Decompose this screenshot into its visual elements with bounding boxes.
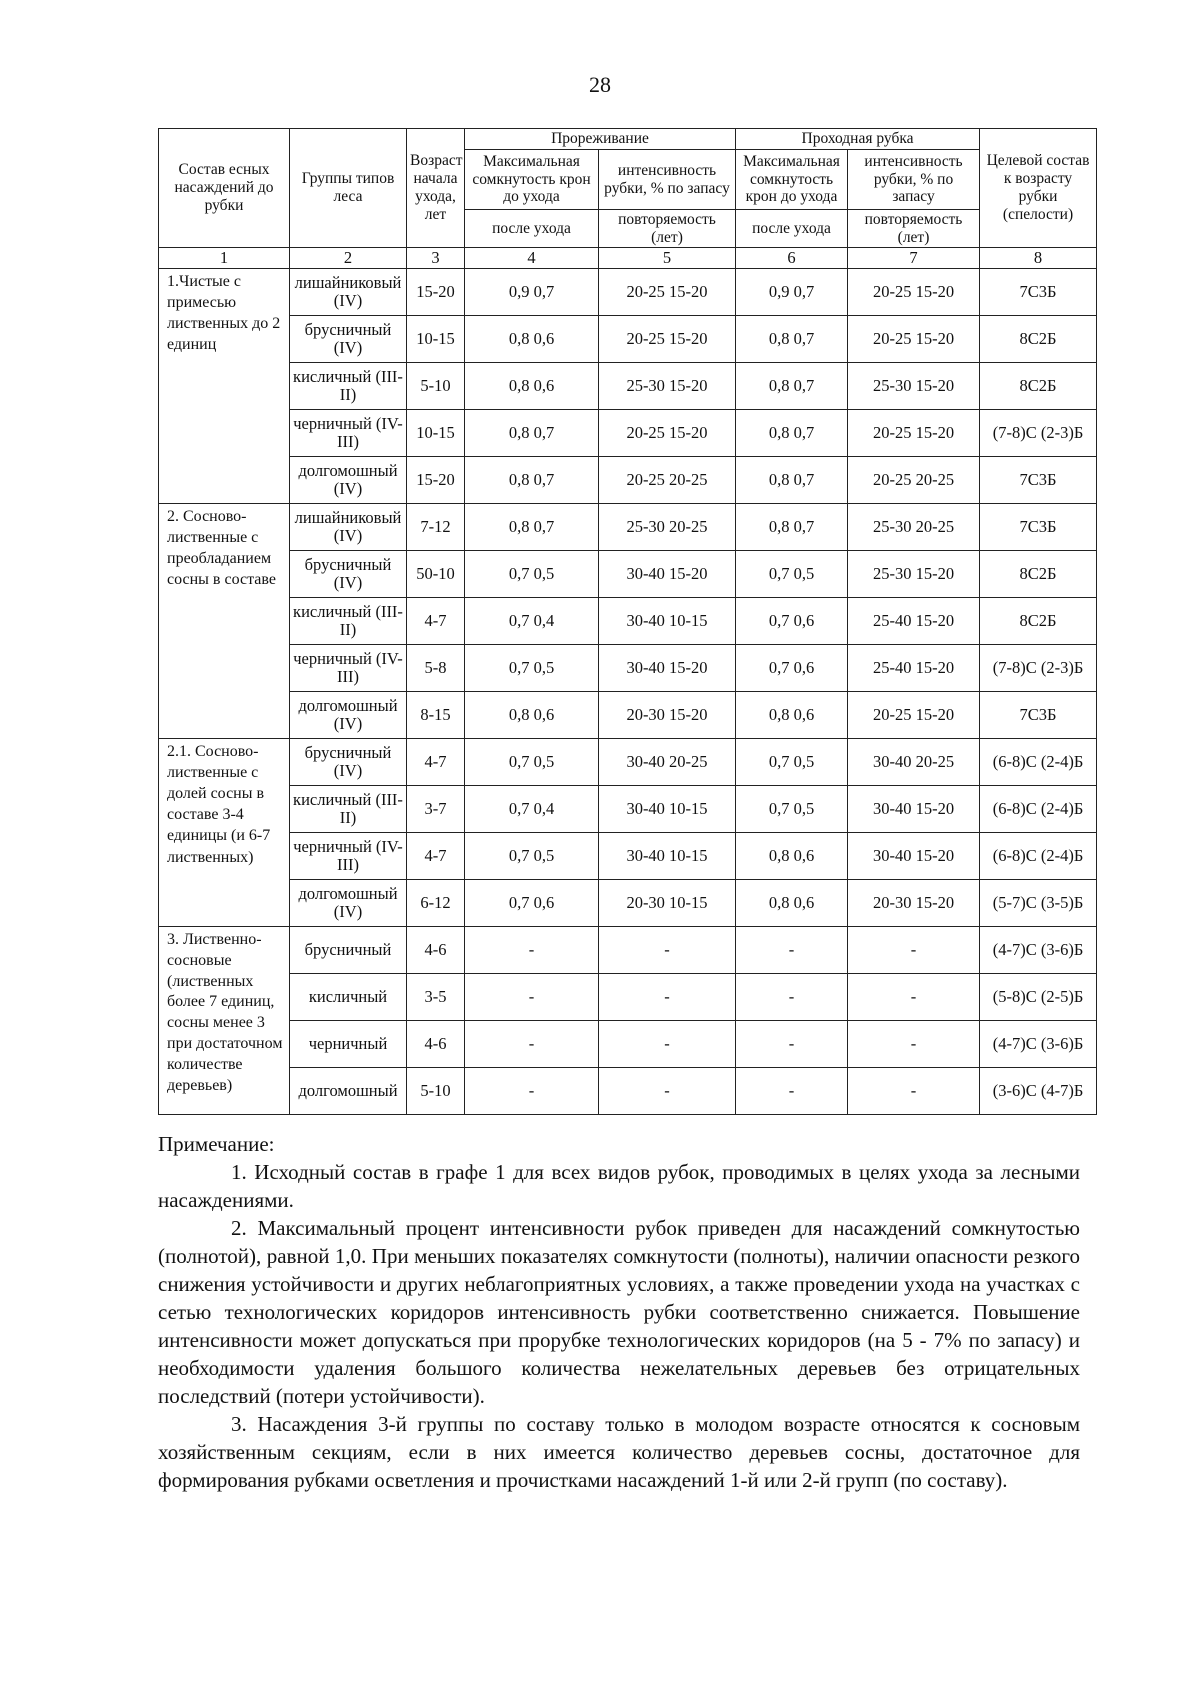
header-after-care-2: после ухода (736, 210, 848, 248)
header-intensity: интенсивность рубки, % по запасу (599, 150, 736, 210)
passage-intensity-cell: 20-25 20-25 (848, 457, 980, 504)
passage-intensity-cell: - (848, 1068, 980, 1115)
start-age-cell: 50-10 (407, 551, 465, 598)
thinning-closure-cell: 0,7 0,5 (465, 551, 599, 598)
passage-closure-cell: - (736, 974, 848, 1021)
table-row (159, 504, 1097, 551)
forest-type-cell: черничный (IV-III) (290, 410, 407, 457)
passage-closure-cell: 0,7 0,5 (736, 739, 848, 786)
thinning-intensity-cell: - (599, 1068, 736, 1115)
target-composition-cell: (6-8)С (2-4)Б (980, 739, 1097, 786)
thinning-table (158, 128, 1097, 1115)
passage-closure-cell: 0,7 0,5 (736, 551, 848, 598)
thinning-intensity-cell: 20-25 15-20 (599, 410, 736, 457)
passage-intensity-cell: - (848, 974, 980, 1021)
header-max-closure-2: Максимальная сомкнутость крон до ухода (736, 150, 848, 210)
forest-type-cell: брусничный (290, 927, 407, 974)
thinning-intensity-cell: 30-40 10-15 (599, 598, 736, 645)
forest-type-cell: черничный (290, 1021, 407, 1068)
thinning-closure-cell: - (465, 1021, 599, 1068)
passage-intensity-cell: 20-25 15-20 (848, 692, 980, 739)
table-row (159, 457, 1097, 504)
target-composition-cell: 7С3Б (980, 504, 1097, 551)
table-row (159, 739, 1097, 786)
thinning-closure-cell: 0,7 0,5 (465, 645, 599, 692)
passage-intensity-cell: 25-30 15-20 (848, 363, 980, 410)
thinning-closure-cell: 0,8 0,7 (465, 504, 599, 551)
page-number: 28 (589, 72, 611, 97)
column-number: 6 (736, 248, 848, 269)
thinning-closure-cell: 0,8 0,6 (465, 363, 599, 410)
forest-type-cell: брусничный (IV) (290, 739, 407, 786)
start-age-cell: 4-7 (407, 833, 465, 880)
thinning-closure-cell: 0,8 0,7 (465, 410, 599, 457)
passage-closure-cell: 0,8 0,7 (736, 504, 848, 551)
start-age-cell: 15-20 (407, 269, 465, 316)
target-composition-cell: 7С3Б (980, 457, 1097, 504)
column-number-row (159, 248, 1097, 269)
column-number: 4 (465, 248, 599, 269)
target-composition-cell: (3-6)С (4-7)Б (980, 1068, 1097, 1115)
passage-intensity-cell: 25-30 15-20 (848, 551, 980, 598)
target-composition-cell: (6-8)С (2-4)Б (980, 833, 1097, 880)
thinning-intensity-cell: 30-40 20-25 (599, 739, 736, 786)
thinning-intensity-cell: 20-30 10-15 (599, 880, 736, 927)
start-age-cell: 10-15 (407, 316, 465, 363)
thinning-intensity-cell: 30-40 10-15 (599, 833, 736, 880)
thinning-closure-cell: - (465, 927, 599, 974)
start-age-cell: 5-10 (407, 1068, 465, 1115)
thinning-closure-cell: 0,8 0,7 (465, 457, 599, 504)
forest-type-cell: кисличный (III-II) (290, 786, 407, 833)
forest-type-cell: долгомошный (290, 1068, 407, 1115)
thinning-intensity-cell: 20-25 20-25 (599, 457, 736, 504)
target-composition-cell: (4-7)С (3-6)Б (980, 927, 1097, 974)
table-row (159, 786, 1097, 833)
thinning-closure-cell: 0,8 0,6 (465, 692, 599, 739)
forest-type-cell: лишайниковый (IV) (290, 269, 407, 316)
table-row (159, 316, 1097, 363)
passage-intensity-cell: 20-25 15-20 (848, 269, 980, 316)
target-composition-cell: (4-7)С (3-6)Б (980, 1021, 1097, 1068)
table-row (159, 974, 1097, 1021)
column-number: 8 (980, 248, 1097, 269)
start-age-cell: 7-12 (407, 504, 465, 551)
group-label-cell: 2.1. Сосново-лиственные с долей сосны в составе 3-4 единицы (и 6-7 лиственных) (159, 739, 290, 927)
passage-closure-cell: - (736, 1021, 848, 1068)
start-age-cell: 6-12 (407, 880, 465, 927)
forest-type-cell: лишайниковый (IV) (290, 504, 407, 551)
thinning-intensity-cell: 25-30 20-25 (599, 504, 736, 551)
table-row (159, 1068, 1097, 1115)
thinning-closure-cell: - (465, 974, 599, 1021)
passage-intensity-cell: 20-30 15-20 (848, 880, 980, 927)
passage-closure-cell: 0,8 0,7 (736, 363, 848, 410)
thinning-closure-cell: 0,7 0,5 (465, 739, 599, 786)
passage-closure-cell: 0,8 0,6 (736, 833, 848, 880)
column-number: 5 (599, 248, 736, 269)
header-after-care: после ухода (465, 210, 599, 248)
passage-closure-cell: - (736, 927, 848, 974)
notes (158, 1130, 1080, 1494)
passage-intensity-cell: - (848, 1021, 980, 1068)
thinning-intensity-cell: 30-40 15-20 (599, 551, 736, 598)
thinning-intensity-cell: 25-30 15-20 (599, 363, 736, 410)
forest-type-cell: долгомошный (IV) (290, 692, 407, 739)
start-age-cell: 4-7 (407, 739, 465, 786)
target-composition-cell: (6-8)С (2-4)Б (980, 786, 1097, 833)
target-composition-cell: (5-7)С (3-5)Б (980, 880, 1097, 927)
thinning-intensity-cell: - (599, 927, 736, 974)
passage-intensity-cell: 30-40 20-25 (848, 739, 980, 786)
passage-intensity-cell: 25-30 20-25 (848, 504, 980, 551)
table-row (159, 1021, 1097, 1068)
forest-type-cell: кисличный (290, 974, 407, 1021)
thinning-closure-cell: 0,7 0,6 (465, 880, 599, 927)
target-composition-cell: 8С2Б (980, 363, 1097, 410)
passage-intensity-cell: 20-25 15-20 (848, 410, 980, 457)
passage-closure-cell: 0,7 0,5 (736, 786, 848, 833)
thinning-intensity-cell: 30-40 10-15 (599, 786, 736, 833)
header-forest-groups: Группы типов леса (290, 129, 407, 248)
passage-intensity-cell: 30-40 15-20 (848, 786, 980, 833)
thinning-intensity-cell: - (599, 974, 736, 1021)
passage-intensity-cell: 20-25 15-20 (848, 316, 980, 363)
header-passage-cutting: Проходная рубка (736, 129, 980, 150)
header-target-composition: Целевой состав к возрасту рубки (спелости) (980, 129, 1097, 248)
column-number: 7 (848, 248, 980, 269)
forest-type-cell: черничный (IV-III) (290, 645, 407, 692)
header-intensity-2: интенсивность рубки, % по запасу (848, 150, 980, 210)
table-row (159, 927, 1097, 974)
thinning-intensity-cell: 20-25 15-20 (599, 269, 736, 316)
target-composition-cell: 8С2Б (980, 316, 1097, 363)
passage-intensity-cell: - (848, 927, 980, 974)
forest-type-cell: кисличный (III-II) (290, 598, 407, 645)
header-max-closure: Максимальная сомкнутость крон до ухода (465, 150, 599, 210)
passage-closure-cell: 0,8 0,7 (736, 410, 848, 457)
start-age-cell: 4-7 (407, 598, 465, 645)
passage-closure-cell: 0,7 0,6 (736, 598, 848, 645)
thinning-intensity-cell: 20-25 15-20 (599, 316, 736, 363)
table-row (159, 410, 1097, 457)
start-age-cell: 10-15 (407, 410, 465, 457)
start-age-cell: 3-5 (407, 974, 465, 1021)
passage-closure-cell: 0,8 0,7 (736, 316, 848, 363)
thinning-closure-cell: - (465, 1068, 599, 1115)
forest-type-cell: кисличный (III-II) (290, 363, 407, 410)
table-row (159, 551, 1097, 598)
note-2: 2. Максимальный процент интенсивности рубок приведен для насаждений сомкнутостью (полнотой), равной 1,0. При меньших показателях сомкнутости (полноты), наличии опасности резкого снижения устойчивости и других неблагоприятных условиях, а также проведении ухода на участках с сетью технологических коридоров интенсивность рубки соответственно снижается. Повышение интенсивности может допускаться при прорубке технологических коридоров (на 5 - 7% по запасу) и необходимости удаления большого количества нежелательных деревьев без отрицательных последствий (потери устойчивости). (158, 1216, 1080, 1408)
passage-intensity-cell: 25-40 15-20 (848, 598, 980, 645)
note-1: 1. Исходный состав в графе 1 для всех видов рубок, проводимых в целях ухода за лесными насаждениями. (158, 1160, 1080, 1212)
header-repeat: повторяемость (лет) (599, 210, 736, 248)
target-composition-cell: (7-8)С (2-3)Б (980, 410, 1097, 457)
group-label-cell: 2. Сосново-лиственные с преобладанием сосны в составе (159, 504, 290, 739)
column-number: 3 (407, 248, 465, 269)
thinning-closure-cell: 0,7 0,5 (465, 833, 599, 880)
table-row (159, 645, 1097, 692)
passage-closure-cell: 0,8 0,7 (736, 457, 848, 504)
thinning-closure-cell: 0,7 0,4 (465, 786, 599, 833)
table-row (159, 363, 1097, 410)
passage-closure-cell: 0,9 0,7 (736, 269, 848, 316)
thinning-closure-cell: 0,9 0,7 (465, 269, 599, 316)
column-number: 2 (290, 248, 407, 269)
header-thinning: Прореживание (465, 129, 736, 150)
thinning-closure-cell: 0,8 0,6 (465, 316, 599, 363)
passage-closure-cell: 0,7 0,6 (736, 645, 848, 692)
target-composition-cell: 7С3Б (980, 269, 1097, 316)
passage-closure-cell: 0,8 0,6 (736, 692, 848, 739)
table-row (159, 833, 1097, 880)
start-age-cell: 15-20 (407, 457, 465, 504)
target-composition-cell: 8С2Б (980, 551, 1097, 598)
note-3: 3. Насаждения 3-й группы по составу только в молодом возрасте относятся к сосновым хозяйственным секциям, если в них имеется количество деревьев сосны, достаточное для формирования рубками осветления и прочистками насаждений 1-й или 2-й групп (по составу). (158, 1412, 1080, 1492)
column-number: 1 (159, 248, 290, 269)
start-age-cell: 4-6 (407, 1021, 465, 1068)
forest-type-cell: брусничный (IV) (290, 551, 407, 598)
forest-type-cell: брусничный (IV) (290, 316, 407, 363)
start-age-cell: 8-15 (407, 692, 465, 739)
notes-title: Примечание: (158, 1132, 275, 1156)
passage-intensity-cell: 30-40 15-20 (848, 833, 980, 880)
target-composition-cell: (5-8)С (2-5)Б (980, 974, 1097, 1021)
header-start-age: Возраст начала ухода, лет (407, 129, 465, 248)
header-composition: Состав есных насаждений до рубки (159, 129, 290, 248)
thinning-closure-cell: 0,7 0,4 (465, 598, 599, 645)
passage-intensity-cell: 25-40 15-20 (848, 645, 980, 692)
passage-closure-cell: 0,8 0,6 (736, 880, 848, 927)
forest-type-cell: долгомошный (IV) (290, 457, 407, 504)
start-age-cell: 5-10 (407, 363, 465, 410)
target-composition-cell: (7-8)С (2-3)Б (980, 645, 1097, 692)
table-row (159, 598, 1097, 645)
forest-type-cell: черничный (IV-III) (290, 833, 407, 880)
header-repeat-2: повторяемость (лет) (848, 210, 980, 248)
passage-closure-cell: - (736, 1068, 848, 1115)
forest-type-cell: долгомошный (IV) (290, 880, 407, 927)
start-age-cell: 5-8 (407, 645, 465, 692)
table-row (159, 880, 1097, 927)
thinning-intensity-cell: 30-40 15-20 (599, 645, 736, 692)
group-label-cell: 1.Чистые с примесью лиственных до 2 единиц (159, 269, 290, 504)
target-composition-cell: 7С3Б (980, 692, 1097, 739)
thinning-intensity-cell: - (599, 1021, 736, 1068)
start-age-cell: 3-7 (407, 786, 465, 833)
start-age-cell: 4-6 (407, 927, 465, 974)
target-composition-cell: 8С2Б (980, 598, 1097, 645)
table-row (159, 269, 1097, 316)
thinning-intensity-cell: 20-30 15-20 (599, 692, 736, 739)
table-row (159, 692, 1097, 739)
group-label-cell: 3. Лиственно-сосновые (лиственных более 7 единиц, сосны менее 3 при достаточном количестве деревьев) (159, 927, 290, 1115)
